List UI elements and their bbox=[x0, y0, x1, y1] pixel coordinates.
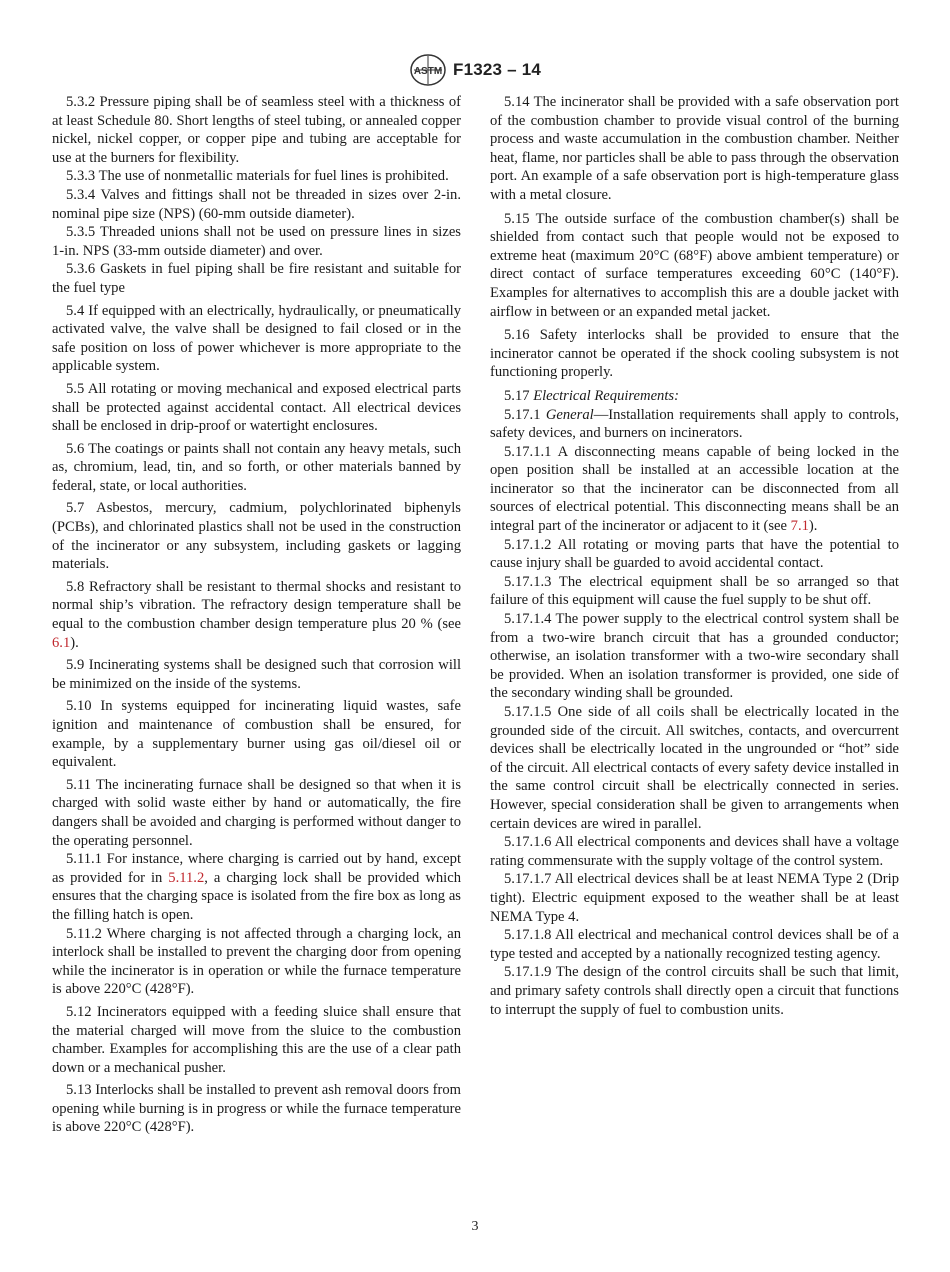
para-5-17-1-2: 5.17.1.2 All rotating or moving parts that have the potential to cause injury shall be guarded to avoid accidental contact. bbox=[490, 536, 899, 572]
para-5-5: 5.5 All rotating or moving mechanical and exposed electrical parts shall be protected against accidental contact. All electrical devices shall be enclosed in drip-proof or watertight enclosures. bbox=[52, 380, 461, 435]
document-id: F1323 – 14 bbox=[452, 60, 541, 79]
right-column bbox=[490, 93, 899, 1019]
para-5-3-2: 5.3.2 Pressure piping shall be of seamless steel with a thickness of at least Schedule 80. Short lengths of steel tubing, or annealed copper nickel, nickel copper, or copper pipe and tubing are acceptable for use at the burners for flexibility. bbox=[52, 94, 461, 166]
para-5-3-4: 5.3.4 Valves and fittings shall not be threaded in sizes over 2-in. nominal pipe size (NPS) (60-mm outside diameter). bbox=[52, 186, 461, 222]
para-5-17: 5.17 Electrical Requirements: bbox=[504, 387, 679, 404]
para-5-3-3: 5.3.3 The use of nonmetallic materials for fuel lines is prohibited. bbox=[66, 168, 449, 185]
para-5-17-1-7: 5.17.1.7 All electrical devices shall be at least NEMA Type 2 (Drip tight). Electric equipment exposed to the weather shall be at least NEMA Type 4. bbox=[490, 871, 899, 925]
para-5-15: 5.15 The outside surface of the combustion chamber(s) shall be shielded from contact such that people would not be exposed to extreme heat (maximum 20°C (68°F) above ambient temperature) or direct contact of surface temperatures exceeding 60°C (140°F). Examples for alternatives to accomplish this are a double jacket with airflow in between or an expanded metal jacket. bbox=[490, 210, 899, 320]
para-5-17-1-1: 5.17.1.1 A disconnecting means capable of being locked in the open position shall be installed at an accessible location at the incinerator so that the incinerator can be disconnected from all sources of electrical potential. This disconnecting means shall be an integral part of the incinerator or adjacent to it (see 7.1). bbox=[490, 443, 899, 535]
para-5-13: 5.13 Interlocks shall be installed to prevent ash removal doors from opening while burning is in progress or while the furnace temperature is above 220°C (428°F). bbox=[52, 1082, 461, 1136]
para-5-11-1: 5.11.1 For instance, where charging is carried out by hand, except as provided for in 5.11.2, a charging lock shall be provided which ensures that the charging space is isolated from the fire box as long as the filling hatch is open. bbox=[52, 851, 461, 923]
para-5-9: 5.9 Incinerating systems shall be designed such that corrosion will be minimized on the inside of the systems. bbox=[52, 657, 461, 692]
para-5-3-6: 5.3.6 Gaskets in fuel piping shall be fire resistant and suitable for the fuel type bbox=[52, 261, 461, 296]
ref-link-6-1[interactable]: 6.1 bbox=[52, 634, 71, 651]
page-number: 3 bbox=[471, 1219, 479, 1234]
para-5-4: 5.4 If equipped with an electrically, hydraulically, or pneumatically activated valve, the valve shall be designed to fail closed or in the safe position on loss of power whichever is more appropriate to the applicable system. bbox=[52, 302, 461, 375]
para-5-16: 5.16 Safety interlocks shall be provided to ensure that the incinerator cannot be operated if the shock cooling subsystem is not functioning properly. bbox=[490, 327, 899, 381]
para-5-17-1-8: 5.17.1.8 All electrical and mechanical control devices shall be of a type tested and accepted by a nationally recognized testing agency. bbox=[490, 927, 899, 962]
para-5-17-1: 5.17.1 General—Installation requirements shall apply to controls, safety devices, and burners on incinerators. bbox=[490, 406, 899, 442]
left-column bbox=[52, 93, 461, 1137]
para-5-14: 5.14 The incinerator shall be provided with a safe observation port of the combustion chamber to provide visual control of the burning process and waste accumulation in the combustion chamber. Neither heat, flame, nor particles shall be able to pass through the observation port. An example of a safe observation port is high-temperature glass with a metal closure. bbox=[490, 94, 899, 203]
para-5-11: 5.11 The incinerating furnace shall be designed so that when it is charged with solid waste either by hand or automatically, the fire dangers shall be avoided and charging is performed without danger to the operating personnel. bbox=[52, 776, 461, 849]
para-5-3-5: 5.3.5 Threaded unions shall not be used on pressure lines in sizes 1-in. NPS (33-mm outside diameter) and over. bbox=[52, 224, 461, 259]
para-5-17-1-9: 5.17.1.9 The design of the control circuits shall be such that limit, and primary safety controls shall directly open a circuit that functions to interrupt the supply of fuel to combustion units. bbox=[490, 964, 899, 1018]
para-5-6: 5.6 The coatings or paints shall not contain any heavy metals, such as, chromium, lead, tin, and so forth, or other materials banned by federal, state, or local authorities. bbox=[52, 440, 461, 494]
page-header bbox=[0, 52, 950, 88]
para-5-7: 5.7 Asbestos, mercury, cadmium, polychlorinated biphenyls (PCBs), and chlorinated plastics shall not be used in the construction of the incinerator or any subsystem, including gaskets or lagging materials. bbox=[52, 500, 461, 573]
para-5-17-1-3: 5.17.1.3 The electrical equipment shall be so arranged so that failure of this equipment will cause the fuel supply to be shut off. bbox=[490, 573, 899, 609]
svg-text:ASTM: ASTM bbox=[413, 66, 443, 77]
para-5-17-1-6: 5.17.1.6 All electrical components and devices shall have a voltage rating commensurate with the supply voltage of the control system. bbox=[490, 834, 899, 869]
ref-link-5-11-2[interactable]: 5.11.2 bbox=[168, 869, 205, 886]
para-5-11-2: 5.11.2 Where charging is not affected through a charging lock, an interlock shall be installed to prevent the charging door from opening while the incinerator is in operation or while the furnace temperature is above 220°C (428°F). bbox=[52, 925, 461, 998]
ref-link-7-1[interactable]: 7.1 bbox=[790, 518, 809, 535]
para-5-17-1-4: 5.17.1.4 The power supply to the electrical control system shall be from a two-wire branch circuit that has a grounded conductor; otherwise, an isolation transformer with a two-wire secondary shall be provided. When an isolation transformer is provided, one side of the secondary winding shall be grounded. bbox=[490, 611, 899, 702]
astm-logo-icon bbox=[409, 54, 447, 86]
para-5-10: 5.10 In systems equipped for incinerating liquid wastes, safe ignition and maintenance of combustion shall be ensured, for example, by a supplementary burner using gas oil/diesel oil or equivalent. bbox=[52, 698, 461, 771]
para-5-17-1-5: 5.17.1.5 One side of all coils shall be electrically located in the grounded side of the circuit. All switches, contacts, and overcurrent devices shall be electrically located in the ungrounded or “hot” side of the circuit. All electrical contacts of every safety device installed in the same control circuit shall be electrically connected in series. However, special consideration shall be given to arrangements when certain devices are wired in parallel. bbox=[490, 704, 899, 832]
para-5-8: 5.8 Refractory shall be resistant to thermal shocks and resistant to normal ship’s vibration. The refractory design temperature shall be equal to the combustion chamber design temperature plus 20 % (see 6.1). bbox=[52, 578, 461, 651]
para-5-12: 5.12 Incinerators equipped with a feeding sluice shall ensure that the material charged will move from the sluice to the combustion chamber. Examples for accomplishing this are the use of a clear path down or a mechanical pusher. bbox=[52, 1003, 461, 1076]
